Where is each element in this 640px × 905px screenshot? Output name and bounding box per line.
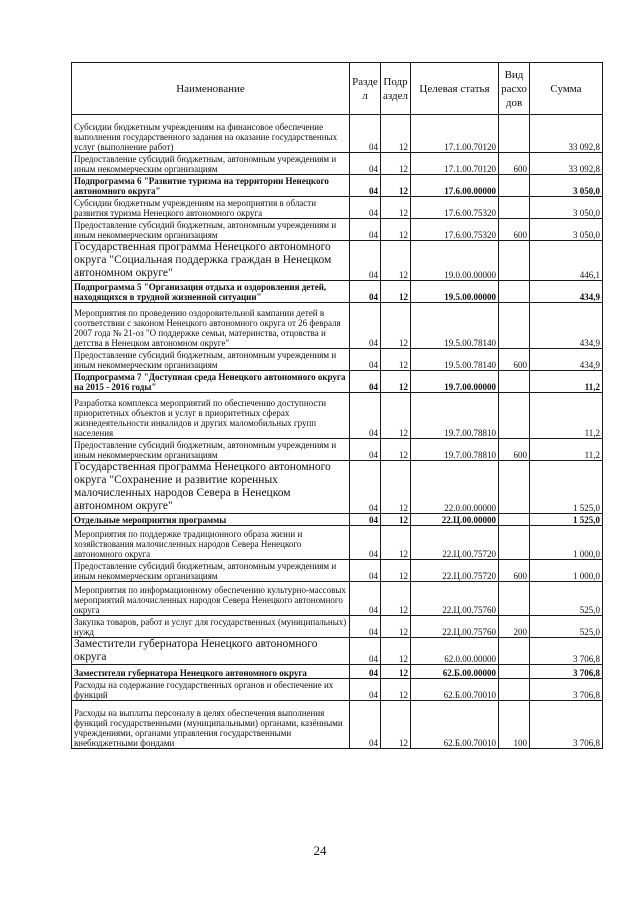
table-row	[72, 197, 603, 219]
cell-summa: 3 706,8	[530, 701, 603, 749]
cell-razdel: 04	[350, 303, 381, 349]
cell-razdel: 04	[350, 281, 381, 303]
cell-podrazdel: 12	[381, 638, 411, 665]
cell-name: Закупка товаров, работ и услуг для государственных (муниципальных) нужд	[72, 616, 350, 638]
cell-podrazdel: 12	[381, 393, 411, 439]
cell-vid: 600	[499, 349, 530, 371]
table-row	[72, 638, 603, 665]
cell-statya: 19.7.00.78810	[411, 439, 499, 461]
cell-razdel: 04	[350, 701, 381, 749]
cell-statya: 17.6.00.00000	[411, 175, 499, 197]
cell-vid	[499, 371, 530, 393]
cell-razdel: 04	[350, 665, 381, 679]
cell-razdel: 04	[350, 616, 381, 638]
cell-name: Подпрограмма 7 "Доступная среда Ненецкого автономного округа на 2015 - 2016 годы"	[72, 371, 350, 393]
cell-statya: 62.Б.00.70010	[411, 679, 499, 701]
cell-razdel: 04	[350, 153, 381, 175]
cell-vid	[499, 679, 530, 701]
table-row	[72, 679, 603, 701]
cell-name: Субсидии бюджетным учреждениям на финансовое обеспечение выполнения государственного задания на оказание государственных услуг (выполнение работ)	[72, 115, 350, 153]
cell-vid	[499, 665, 530, 679]
cell-statya: 22.0.00.00000	[411, 461, 499, 514]
table-row	[72, 616, 603, 638]
header-statya: Целевая статья	[411, 63, 499, 115]
cell-summa: 3 706,8	[530, 665, 603, 679]
cell-name: Предоставление субсидий бюджетным, автономным учреждениям и иным некоммерческим организациям	[72, 560, 350, 582]
cell-podrazdel: 12	[381, 679, 411, 701]
cell-statya: 19.7.00.00000	[411, 371, 499, 393]
cell-statya: 22.Ц.00.75720	[411, 526, 499, 560]
cell-statya: 62.Б.00.70010	[411, 701, 499, 749]
cell-vid	[499, 393, 530, 439]
cell-vid	[499, 461, 530, 514]
cell-summa: 434,9	[530, 281, 603, 303]
cell-razdel: 04	[350, 393, 381, 439]
cell-razdel: 04	[350, 560, 381, 582]
cell-podrazdel: 12	[381, 582, 411, 616]
cell-podrazdel: 12	[381, 349, 411, 371]
cell-name: Мероприятия по информационному обеспечению культурно-массовых мероприятий малочисленных народов Севера Ненецкого автономного округа	[72, 582, 350, 616]
cell-vid: 100	[499, 701, 530, 749]
cell-summa: 3 706,8	[530, 638, 603, 665]
cell-podrazdel: 12	[381, 303, 411, 349]
cell-vid: 600	[499, 560, 530, 582]
header-razdel: Разде л	[350, 63, 381, 115]
table-row	[72, 461, 603, 514]
cell-razdel: 04	[350, 175, 381, 197]
cell-summa: 11,2	[530, 371, 603, 393]
cell-vid	[499, 281, 530, 303]
cell-name: Подпрограмма 6 "Развитие туризма на территории Ненецкого автономного округа"	[72, 175, 350, 197]
cell-name: Расходы на выплаты персоналу в целях обеспечения выполнения функций государственными (муниципальными) органами, казёнными учреждениями, органами управления государственными внебюджетными фондами	[72, 701, 350, 749]
cell-razdel: 04	[350, 439, 381, 461]
cell-summa: 434,9	[530, 303, 603, 349]
cell-podrazdel: 12	[381, 241, 411, 281]
cell-name: Государственная программа Ненецкого автономного округа "Социальная поддержка граждан в Ненецком автономном округе"	[72, 241, 350, 281]
cell-summa: 11,2	[530, 439, 603, 461]
cell-summa: 3 050,0	[530, 219, 603, 241]
cell-vid	[499, 303, 530, 349]
cell-summa: 11,2	[530, 393, 603, 439]
cell-podrazdel: 12	[381, 560, 411, 582]
table-row	[72, 665, 603, 679]
cell-statya: 17.6.00.75320	[411, 197, 499, 219]
cell-vid	[499, 638, 530, 665]
cell-summa: 1 525,0	[530, 461, 603, 514]
cell-summa: 33 092,8	[530, 115, 603, 153]
cell-name: Государственная программа Ненецкого автономного округа "Сохранение и развитие коренных малочисленных народов Севера в Ненецком автономном округе"	[72, 461, 350, 514]
cell-statya: 19.0.00.00000	[411, 241, 499, 281]
cell-name: Отдельные мероприятия программы	[72, 514, 350, 526]
table-row	[72, 560, 603, 582]
cell-vid	[499, 115, 530, 153]
cell-statya: 19.5.00.78140	[411, 349, 499, 371]
table-row	[72, 219, 603, 241]
cell-podrazdel: 12	[381, 665, 411, 679]
cell-summa: 3 050,0	[530, 197, 603, 219]
cell-summa: 525,0	[530, 582, 603, 616]
table-row	[72, 303, 603, 349]
cell-podrazdel: 12	[381, 514, 411, 526]
cell-statya: 22.Ц.00.00000	[411, 514, 499, 526]
cell-name: Предоставление субсидий бюджетным, автономным учреждениям и иным некоммерческим организациям	[72, 439, 350, 461]
table-header-row	[72, 63, 603, 115]
header-name: Наименование	[72, 63, 350, 115]
table-row	[72, 241, 603, 281]
cell-vid: 600	[499, 153, 530, 175]
cell-name: Предоставление субсидий бюджетным, автономным учреждениям и иным некоммерческим организациям	[72, 349, 350, 371]
cell-vid: 600	[499, 439, 530, 461]
cell-razdel: 04	[350, 582, 381, 616]
cell-podrazdel: 12	[381, 197, 411, 219]
cell-summa: 1 525,0	[530, 514, 603, 526]
table-row	[72, 281, 603, 303]
table-row	[72, 439, 603, 461]
cell-podrazdel: 12	[381, 439, 411, 461]
cell-razdel: 04	[350, 115, 381, 153]
cell-razdel: 04	[350, 371, 381, 393]
table-row	[72, 115, 603, 153]
cell-statya: 22.Ц.00.75720	[411, 560, 499, 582]
cell-summa: 525,0	[530, 616, 603, 638]
cell-vid	[499, 582, 530, 616]
table-row	[72, 514, 603, 526]
cell-vid	[499, 241, 530, 281]
cell-statya: 17.6.00.75320	[411, 219, 499, 241]
cell-vid	[499, 197, 530, 219]
cell-podrazdel: 12	[381, 219, 411, 241]
cell-summa: 1 000,0	[530, 560, 603, 582]
cell-podrazdel: 12	[381, 175, 411, 197]
table-row	[72, 349, 603, 371]
table-row	[72, 582, 603, 616]
table-row	[72, 526, 603, 560]
cell-podrazdel: 12	[381, 115, 411, 153]
cell-statya: 17.1.00.70120	[411, 115, 499, 153]
cell-vid: 200	[499, 616, 530, 638]
cell-name: Расходы на содержание государственных органов и обеспечение их функций	[72, 679, 350, 701]
cell-summa: 446,1	[530, 241, 603, 281]
header-podrazdel: Подр аздел	[381, 63, 411, 115]
cell-razdel: 04	[350, 526, 381, 560]
cell-podrazdel: 12	[381, 153, 411, 175]
cell-name: Разработка комплекса мероприятий по обеспечению доступности приоритетных объектов и услуг в приоритетных сферах жизнедеятельности инвалидов и других маломобильных групп населения	[72, 393, 350, 439]
cell-name: Субсидии бюджетным учреждениям на мероприятия в области развития туризма Ненецкого автономного округа	[72, 197, 350, 219]
table-row	[72, 371, 603, 393]
budget-table	[71, 62, 603, 749]
cell-podrazdel: 12	[381, 461, 411, 514]
header-summa: Сумма	[530, 63, 603, 115]
table-row	[72, 153, 603, 175]
table-row	[72, 175, 603, 197]
cell-statya: 17.1.00.70120	[411, 153, 499, 175]
cell-podrazdel: 12	[381, 281, 411, 303]
cell-statya: 19.7.00.78810	[411, 393, 499, 439]
cell-name: Заместители губернатора Ненецкого автономного округа	[72, 638, 350, 665]
cell-podrazdel: 12	[381, 371, 411, 393]
cell-statya: 62.0.00.00000	[411, 638, 499, 665]
cell-summa: 33 092,8	[530, 153, 603, 175]
cell-summa: 434,9	[530, 349, 603, 371]
cell-name: Предоставление субсидий бюджетным, автономным учреждениям и иным некоммерческим организациям	[72, 219, 350, 241]
cell-summa: 3 050,0	[530, 175, 603, 197]
cell-vid: 600	[499, 219, 530, 241]
cell-statya: 22.Ц.00.75760	[411, 616, 499, 638]
cell-summa: 3 706,8	[530, 679, 603, 701]
cell-razdel: 04	[350, 514, 381, 526]
cell-statya: 19.5.00.78140	[411, 303, 499, 349]
cell-name: Предоставление субсидий бюджетным, автономным учреждениям и иным некоммерческим организациям	[72, 153, 350, 175]
cell-statya: 19.5.00.00000	[411, 281, 499, 303]
header-vid: Вид расхо дов	[499, 63, 530, 115]
cell-vid	[499, 514, 530, 526]
table-row	[72, 701, 603, 749]
cell-razdel: 04	[350, 461, 381, 514]
page-number: 24	[313, 843, 327, 858]
cell-vid	[499, 175, 530, 197]
cell-statya: 22.Ц.00.75760	[411, 582, 499, 616]
cell-name: Заместители губернатора Ненецкого автономного округа	[72, 665, 350, 679]
cell-name: Мероприятия по поддержке традиционного образа жизни и хозяйствования малочисленных народов Севера Ненецкого автономного округа	[72, 526, 350, 560]
cell-summa: 1 000,0	[530, 526, 603, 560]
cell-podrazdel: 12	[381, 616, 411, 638]
cell-razdel: 04	[350, 219, 381, 241]
cell-name: Подпрограмма 5 "Организация отдыха и оздоровления детей, находящихся в трудной жизненной ситуации"	[72, 281, 350, 303]
cell-razdel: 04	[350, 197, 381, 219]
cell-podrazdel: 12	[381, 701, 411, 749]
cell-razdel: 04	[350, 638, 381, 665]
table-row	[72, 393, 603, 439]
cell-podrazdel: 12	[381, 526, 411, 560]
cell-name: Мероприятия по проведению оздоровительной кампании детей в соответствии с законом Ненецкого автономного округа от 26 февраля 2007 года № 21-оз "О поддержке семьи, материнства, отцовства и детства в Ненецком автономном округе"	[72, 303, 350, 349]
cell-statya: 62.Б.00.00000	[411, 665, 499, 679]
cell-razdel: 04	[350, 349, 381, 371]
cell-razdel: 04	[350, 679, 381, 701]
cell-vid	[499, 526, 530, 560]
cell-razdel: 04	[350, 241, 381, 281]
